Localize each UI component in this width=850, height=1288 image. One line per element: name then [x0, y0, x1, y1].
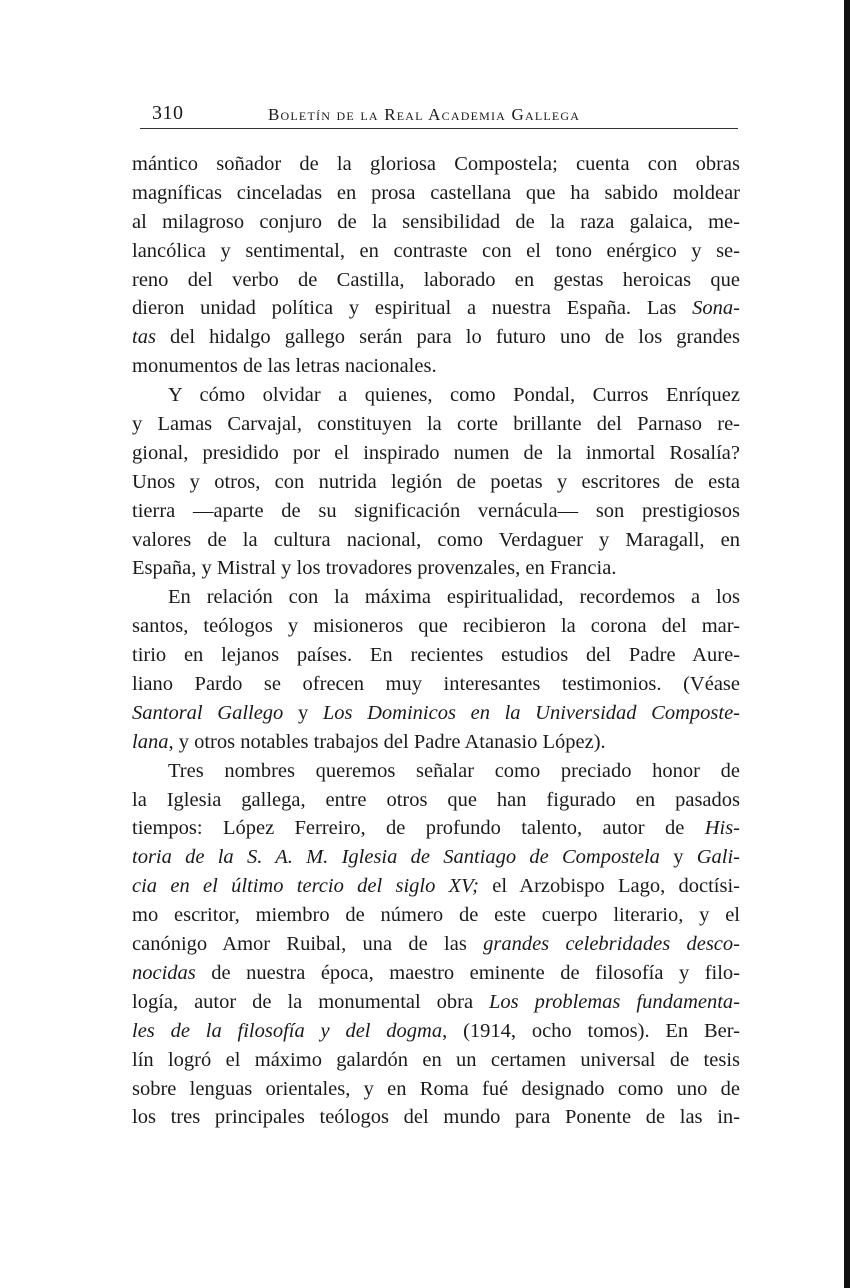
text-segment: dieron unidad política y espiritual a nuestra España. Las	[132, 297, 693, 320]
italic-text: grandes celebridades desco-	[483, 933, 740, 956]
text-line	[132, 843, 740, 872]
text-segment: valores de la cultura nacional, como Verdaguer y Maragall, en	[132, 528, 740, 551]
text-line	[132, 526, 740, 555]
text-line	[132, 294, 740, 323]
text-line	[132, 179, 740, 208]
text-line	[132, 1103, 740, 1132]
text-line	[132, 323, 740, 352]
text-segment: lín logró el máximo galardón en un certamen universal de tesis	[132, 1048, 740, 1071]
text-line	[132, 757, 740, 786]
text-segment: mo escritor, miembro de número de este cuerpo literario, y el	[132, 904, 740, 927]
text-segment: y	[283, 701, 323, 724]
italic-text: Sona-	[692, 297, 740, 320]
text-line	[132, 150, 740, 179]
page-number: 310	[152, 102, 184, 124]
text-segment: reno del verbo de Castilla, laborado en gestas heroicas que	[132, 268, 740, 291]
text-segment: mántico soñador de la gloriosa Compostela; cuenta con obras	[132, 153, 740, 175]
text-segment: sobre lenguas orientales, y en Roma fué designado como uno de	[132, 1077, 740, 1100]
text-segment: , (1914, ocho tomos). En Ber-	[442, 1019, 740, 1042]
text-line	[132, 901, 740, 930]
italic-text: les de la filosofía y del dogma	[132, 1019, 443, 1042]
text-line	[132, 786, 740, 815]
text-segment: Unos y otros, con nutrida legión de poetas y escritores de esta	[132, 470, 740, 493]
text-segment: liano Pardo se ofrecen muy interesantes testimonios. (Véase	[132, 673, 740, 696]
text-line	[132, 266, 740, 295]
text-segment: España, y Mistral y los trovadores provenzales, en Francia.	[132, 557, 617, 580]
text-line	[132, 439, 740, 468]
text-line	[132, 872, 740, 901]
text-line	[132, 583, 740, 612]
text-line	[132, 237, 740, 266]
text-segment: de nuestra época, maestro eminente de filosofía y filo-	[195, 961, 740, 984]
italic-text: Gali-	[696, 846, 740, 869]
text-line	[132, 1075, 740, 1104]
text-segment: Y cómo olvidar a quienes, como Pondal, Curros Enríquez	[168, 384, 740, 407]
text-line	[132, 670, 740, 699]
text-segment: gional, presidido por el inspirado numen de la inmortal Rosalía?	[132, 441, 740, 464]
text-line	[132, 554, 740, 583]
text-line	[132, 410, 740, 439]
text-line	[132, 930, 740, 959]
text-segment: y Lamas Carvajal, constituyen la corte brillante del Parnaso re-	[132, 413, 740, 436]
text-segment: y	[659, 846, 697, 869]
page-edge-shadow	[844, 0, 850, 1288]
running-title: Boletín de la Real Academia Gallega	[268, 105, 581, 124]
italic-text: lana	[132, 730, 169, 753]
text-segment: canónigo Amor Ruibal, una de las	[132, 933, 484, 956]
italic-text: Los problemas fundamenta-	[489, 990, 740, 1013]
text-segment: la Iglesia gallega, entre otros que han figurado en pasados	[132, 788, 740, 811]
text-line	[132, 612, 740, 641]
text-segment: los tres principales teólogos del mundo para Ponente de las in-	[132, 1106, 740, 1129]
text-segment: al milagroso conjuro de la sensibilidad de la raza galaica, me-	[132, 210, 740, 233]
text-segment: , y otros notables trabajos del Padre Atanasio López).	[168, 730, 606, 753]
text-line	[132, 959, 740, 988]
body-text	[132, 150, 740, 1132]
italic-text: nocidas	[132, 961, 196, 984]
text-segment: monumentos de las letras nacionales.	[132, 355, 437, 378]
text-segment: del hidalgo gallego serán para lo futuro uno de los grandes	[155, 326, 740, 349]
text-line	[132, 497, 740, 526]
italic-text: tas	[132, 326, 156, 349]
text-line	[132, 699, 740, 728]
text-segment: Tres nombres queremos señalar como preciado honor de	[168, 759, 740, 782]
text-segment: tierra —aparte de su significación vernácula— son prestigiosos	[132, 499, 740, 522]
text-line	[132, 641, 740, 670]
text-line	[132, 1017, 740, 1046]
text-segment: el Arzobispo Lago, doctísi-	[479, 875, 740, 898]
text-segment: santos, teólogos y misioneros que recibieron la corona del mar-	[132, 615, 740, 638]
text-segment: logía, autor de la monumental obra	[132, 990, 490, 1013]
text-segment: tirio en lejanos países. En recientes estudios del Padre Aure-	[132, 644, 740, 667]
text-line	[132, 988, 740, 1017]
italic-text: Santoral Gallego	[132, 701, 284, 724]
text-segment: magníficas cinceladas en prosa castellana que ha sabido moldear	[132, 181, 740, 204]
text-line	[132, 208, 740, 237]
text-line	[132, 1046, 740, 1075]
text-segment: tiempos: López Ferreiro, de profundo talento, autor de	[132, 817, 705, 840]
text-line	[132, 468, 740, 497]
text-segment: En relación con la máxima espiritualidad, recordemos a los	[168, 586, 740, 609]
text-line	[132, 381, 740, 410]
italic-text: cia en el último tercio del siglo XV;	[132, 875, 479, 898]
italic-text: His-	[704, 817, 740, 840]
italic-text: Los Dominicos en la Universidad Composte-	[322, 701, 740, 724]
italic-text: toria de la S. A. M. Iglesia de Santiago de Compostela	[132, 846, 660, 869]
text-line	[132, 814, 740, 843]
text-segment: lancólica y sentimental, en contraste con el tono enérgico y se-	[132, 239, 740, 262]
text-line	[132, 728, 740, 757]
page-header	[140, 98, 738, 129]
text-line	[132, 352, 740, 381]
